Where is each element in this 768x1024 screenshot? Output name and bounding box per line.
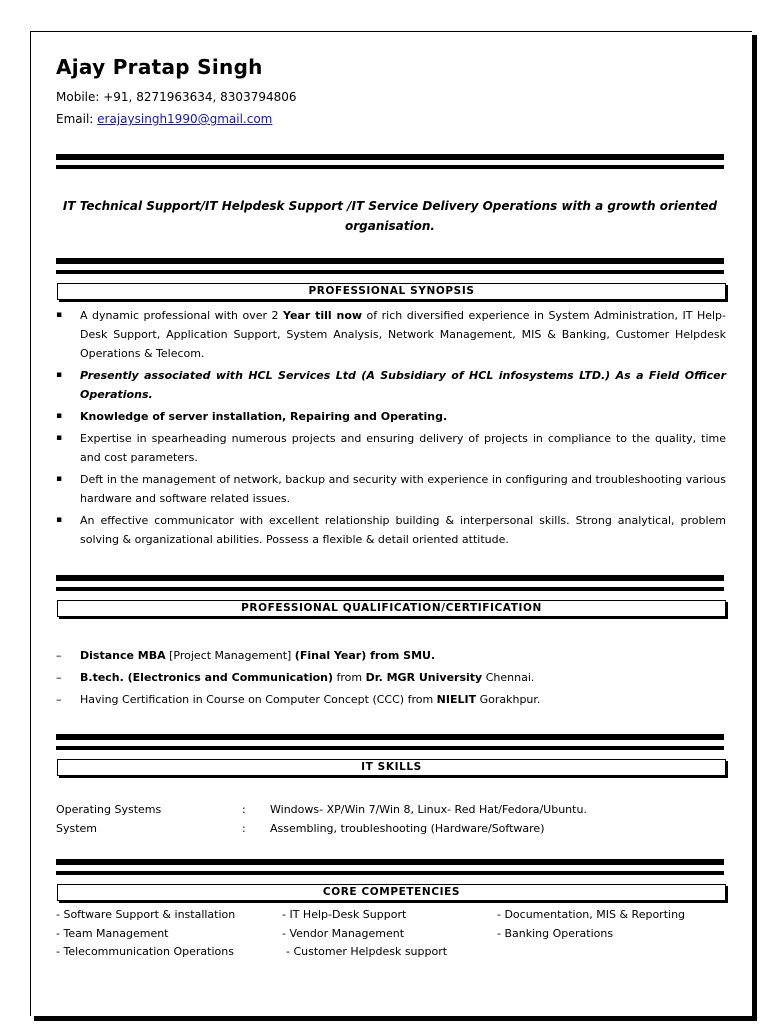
list-item: ▪ Presently associated with HCL Services Ltd (A Subsidiary of HCL infosystems LTD.) As a Field Officer Operations. (56, 366, 726, 404)
list-item: - IT Help-Desk Support (282, 908, 407, 921)
list-item: - Customer Helpdesk support (286, 945, 448, 958)
skill-separator: : (242, 803, 246, 816)
email-link[interactable]: erajaysingh1990@gmail.com (97, 112, 273, 126)
divider-thin (56, 746, 724, 750)
list-item: ▪ An effective communicator with excellent relationship building & interpersonal skills. Strong analytical, problem solving & organizational abilities. Possess a flexible & detail oriented attitude. (56, 511, 726, 549)
divider-thick (56, 575, 724, 581)
list-item: – Having Certification in Course on Computer Concept (CCC) from NIELIT Gorakhpur. (56, 689, 726, 711)
section-heading-qualification: PROFESSIONAL QUALIFICATION/CERTIFICATION (57, 600, 726, 617)
divider-thick (56, 734, 724, 740)
skill-key: Operating Systems (56, 803, 162, 816)
section-heading-synopsis: PROFESSIONAL SYNOPSIS (57, 283, 726, 300)
list-item: - Vendor Management (282, 926, 405, 940)
career-objective: IT Technical Support/IT Helpdesk Support /IT Service Delivery Operations with a growth oriented organisation. (62, 199, 718, 233)
skill-key: System (56, 822, 98, 835)
skill-value: Assembling, troubleshooting (Hardware/Software) (270, 822, 545, 835)
competency-column (56, 906, 235, 962)
list-item: - Documentation, MIS & Reporting (497, 908, 686, 921)
email-line (56, 112, 272, 126)
list-item: ▪ A dynamic professional with over 2 Year till now of rich diversified experience in System Administration, IT Help-Desk Support, Application Support, System Analysis, Network Management, MIS & Banking, Customer Helpdesk Operations & Telecom. (56, 306, 726, 363)
skill-separator: : (242, 822, 246, 835)
candidate-name: Ajay Pratap Singh (56, 55, 263, 79)
table-row (56, 819, 716, 838)
list-item: ▪ Expertise in spearheading numerous projects and ensuring delivery of projects in compliance to the quality, time and cost parameters. (56, 429, 726, 467)
divider-thin (56, 165, 724, 169)
divider-thick (56, 154, 724, 160)
section-heading-competencies: CORE COMPETENCIES (57, 884, 726, 901)
divider-thick (56, 859, 724, 865)
list-item: – Distance MBA [Project Management] (Final Year) from SMU. (56, 645, 726, 667)
divider-thin (56, 270, 724, 274)
divider-thin (56, 587, 724, 591)
mobile-label: Mobile: (56, 90, 100, 104)
table-row (56, 800, 716, 819)
skill-value: Windows- XP/Win 7/Win 8, Linux- Red Hat/Fedora/Ubuntu. (270, 803, 587, 816)
mobile-value: +91, 8271963634, 8303794806 (103, 90, 297, 104)
list-item: - Telecommunication Operations (56, 945, 234, 958)
page-shadow-bottom (34, 1016, 757, 1021)
list-item: - Software Support & installation (56, 908, 236, 921)
mobile-line (56, 90, 297, 104)
email-label: Email: (56, 112, 94, 126)
it-skills-table (56, 800, 716, 838)
competencies-grid (56, 906, 726, 966)
page-shadow-right (752, 35, 757, 1020)
section-heading-it-skills: IT SKILLS (57, 759, 726, 776)
divider-thick (56, 258, 724, 264)
competency-column (497, 906, 685, 943)
list-item: - Banking Operations (497, 926, 614, 940)
list-item: - Team Management (56, 926, 169, 940)
list-item: ▪ Deft in the management of network, backup and security with experience in configuring and troubleshooting various hardware and software related issues. (56, 470, 726, 508)
synopsis-list (56, 306, 726, 552)
list-item: – B.tech. (Electronics and Communication) from Dr. MGR University Chennai. (56, 667, 726, 689)
list-item: ▪ Knowledge of server installation, Repairing and Operating. (56, 407, 726, 426)
competency-column (282, 906, 447, 962)
qualification-list (56, 645, 726, 711)
divider-thin (56, 871, 724, 875)
